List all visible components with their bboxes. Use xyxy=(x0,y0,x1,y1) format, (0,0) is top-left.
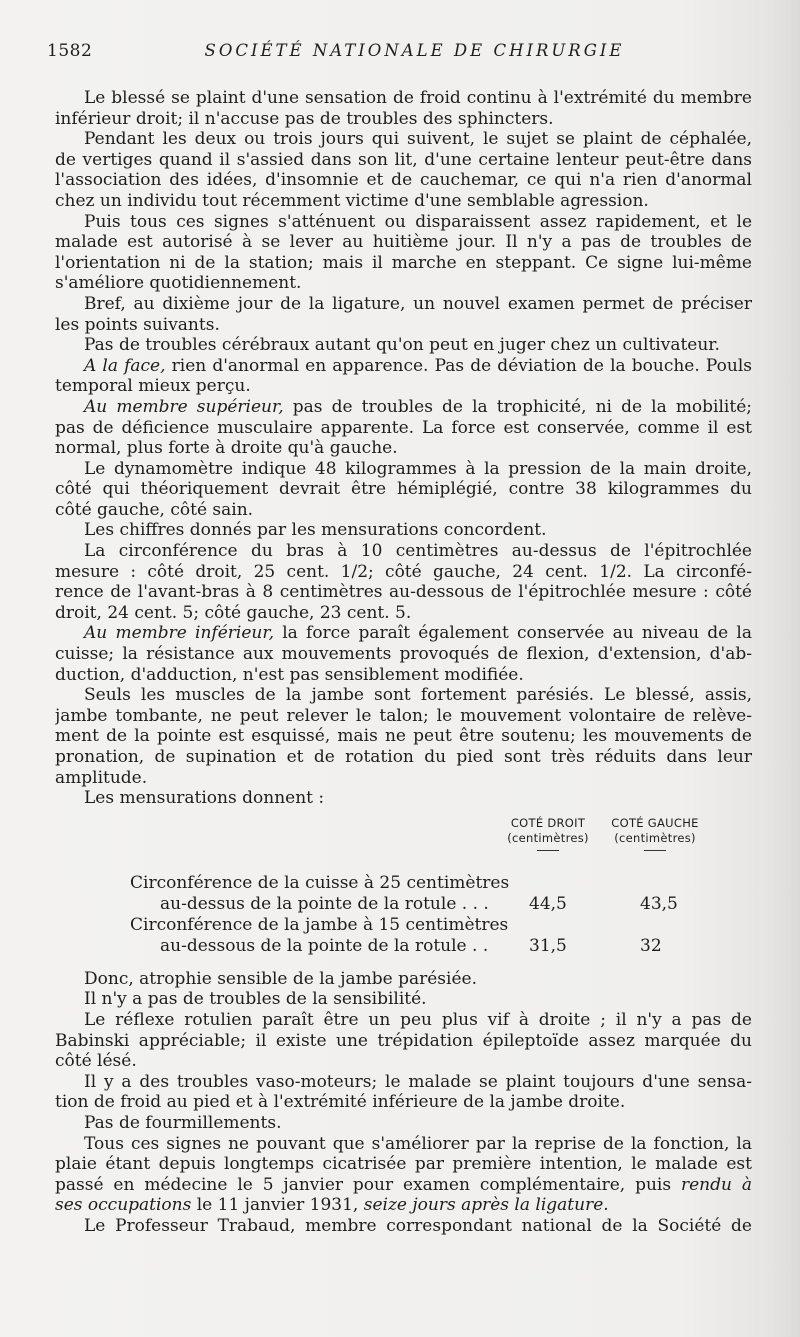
text-line: Pas de fourmillements. xyxy=(84,1112,282,1133)
text-line: Il y a des troubles vaso-moteurs; le malade se plaint toujours d'une sensa- xyxy=(84,1071,752,1092)
text-line: amplitude. xyxy=(55,767,148,788)
table-row-label: au-dessous de la pointe de la rotule . . xyxy=(160,935,489,956)
text-line: les points suivants. xyxy=(55,314,220,335)
text-line: Au membre supérieur, pas de troubles de la trophicité, ni de la mobilité; xyxy=(84,396,752,417)
text-line: Le réflexe rotulien paraît être un peu plus vif à droite ; il n'y a pas de xyxy=(84,1009,752,1030)
text-line: s'améliore quotidiennement. xyxy=(55,273,302,294)
text-line: passé en médecine le 5 janvier pour examen complémentaire, puis rendu à xyxy=(55,1174,752,1195)
text-line: Bref, au dixième jour de la ligature, un nouvel examen permet de préciser xyxy=(84,293,752,314)
text-line: A la face, rien d'anormal en apparence. Pas de déviation de la bouche. Pouls xyxy=(84,355,752,376)
text-line: inférieur droit; il n'accuse pas de troubles des sphincters. xyxy=(55,108,554,129)
table-cell: 43,5 xyxy=(640,893,678,914)
text-after-table xyxy=(55,969,752,1237)
text-line: jambe tombante, ne peut relever le talon; le mouvement volontaire de relève- xyxy=(55,705,752,726)
text-line: rence de l'avant-bras à 8 centimètres au-dessous de l'épitrochlée mesure : côté xyxy=(55,582,752,603)
text-line: Le blessé se plaint d'une sensation de froid continu à l'extrémité du membre xyxy=(84,88,752,108)
text-line: côté lésé. xyxy=(55,1051,137,1072)
page-header xyxy=(47,41,752,67)
text-line: plaie étant depuis longtemps cicatrisée par première intention, le malade est xyxy=(55,1154,752,1175)
text-line: l'association des idées, d'insomnie et de cauchemar, ce qui n'a rien d'anormal xyxy=(55,170,752,191)
text-line: de vertiges quand il s'assied dans son lit, d'une certaine lenteur peut-être dans xyxy=(55,149,752,170)
text-line: Puis tous ces signes s'atténuent ou disparaissent assez rapidement, et le xyxy=(84,211,752,232)
table-row-label: Circonférence de la jambe à 15 centimètres xyxy=(130,914,509,935)
text-line: duction, d'adduction, n'est pas sensiblement modifiée. xyxy=(55,664,524,685)
italic-lead: Au membre supérieur, xyxy=(84,396,284,417)
measurements-table xyxy=(55,813,752,963)
text-line: Il n'y a pas de troubles de la sensibilité. xyxy=(84,989,427,1010)
table-cell: 32 xyxy=(640,935,662,956)
page-number: 1582 xyxy=(47,41,93,61)
text-line: ses occupations le 11 janvier 1931, seize jours après la ligature. xyxy=(55,1195,609,1216)
text-line: tion de froid au pied et à l'extrémité inférieure de la jambe droite. xyxy=(55,1092,626,1113)
text-line: ment de la pointe est esquissé, mais ne peut être soutenu; les mouvements de xyxy=(55,726,752,747)
text-line: Donc, atrophie sensible de la jambe parésiée. xyxy=(84,968,477,989)
text-line: normal, plus forte à droite qu'à gauche. xyxy=(55,438,398,459)
text-line: mesure : côté droit, 25 cent. 1/2; côté gauche, 24 cent. 1/2. La circonfé- xyxy=(55,561,752,582)
page-body xyxy=(55,88,752,1237)
text-line: pronation, de supination et de rotation du pied sont très réduits dans leur xyxy=(55,747,752,767)
text-line: La circonférence du bras à 10 centimètres au-dessus de l'épitrochlée xyxy=(84,541,752,562)
text-line: droit, 24 cent. 5; côté gauche, 23 cent. 5. xyxy=(55,602,412,623)
table-cell: 44,5 xyxy=(529,893,567,914)
text-line: Tous ces signes ne pouvant que s'améliorer par la reprise de la fonction, la xyxy=(84,1133,752,1154)
text-line: Babinski appréciable; il existe une trépidation épileptoïde assez marquée du xyxy=(55,1030,752,1051)
column-header-right: COTÉ DROIT (centimètres) xyxy=(493,816,603,851)
column-dash xyxy=(537,850,559,851)
text-line: Seuls les muscles de la jambe sont fortement parésiés. Le blessé, assis, xyxy=(84,685,752,706)
text-line: côté qui théoriquement devrait être hémiplégié, contre 38 kilogrammes du xyxy=(55,479,752,500)
text-line: Les mensurations donnent : xyxy=(84,788,325,809)
text-line: cuisse; la résistance aux mouvements provoqués de flexion, d'extension, d'ab- xyxy=(55,644,752,665)
text-line: côté gauche, côté sain. xyxy=(55,499,254,520)
column-header-left: COTÉ GAUCHE (centimètres) xyxy=(600,816,710,851)
text-line: pas de déficience musculaire apparente. La force est conservée, comme il est xyxy=(55,417,752,438)
table-row-label: Circonférence de la cuisse à 25 centimètres xyxy=(130,872,510,893)
column-dash xyxy=(644,850,666,851)
italic-lead: Au membre inférieur, xyxy=(84,623,275,644)
text-line: l'orientation ni de la station; mais il marche en steppant. Ce signe lui-même xyxy=(55,252,752,273)
text-line: Le dynamomètre indique 48 kilogrammes à la pression de la main droite, xyxy=(84,458,752,479)
text-line: temporal mieux perçu. xyxy=(55,376,251,397)
table-row-label: au-dessus de la pointe de la rotule . . . xyxy=(160,893,489,914)
table-cell: 31,5 xyxy=(529,935,567,956)
text-line: Pendant les deux ou trois jours qui suivent, le sujet se plaint de céphalée, xyxy=(84,129,752,150)
text-line: Pas de troubles cérébraux autant qu'on peut en juger chez un cultivateur. xyxy=(84,335,720,356)
running-head: SOCIÉTÉ NATIONALE DE CHIRURGIE xyxy=(204,41,625,60)
text-line: chez un individu tout récemment victime d'une semblable agression. xyxy=(55,190,649,211)
text-line: Les chiffres donnés par les mensurations concordent. xyxy=(84,520,547,541)
text-line: malade est autorisé à se lever au huitième jour. Il n'y a pas de troubles de xyxy=(55,232,752,253)
text-line: Le Professeur Trabaud, membre correspondant national de la Société de xyxy=(84,1215,752,1236)
text-line: Au membre inférieur, la force paraît également conservée au niveau de la xyxy=(84,623,752,644)
italic-lead: A la face, xyxy=(84,355,166,376)
